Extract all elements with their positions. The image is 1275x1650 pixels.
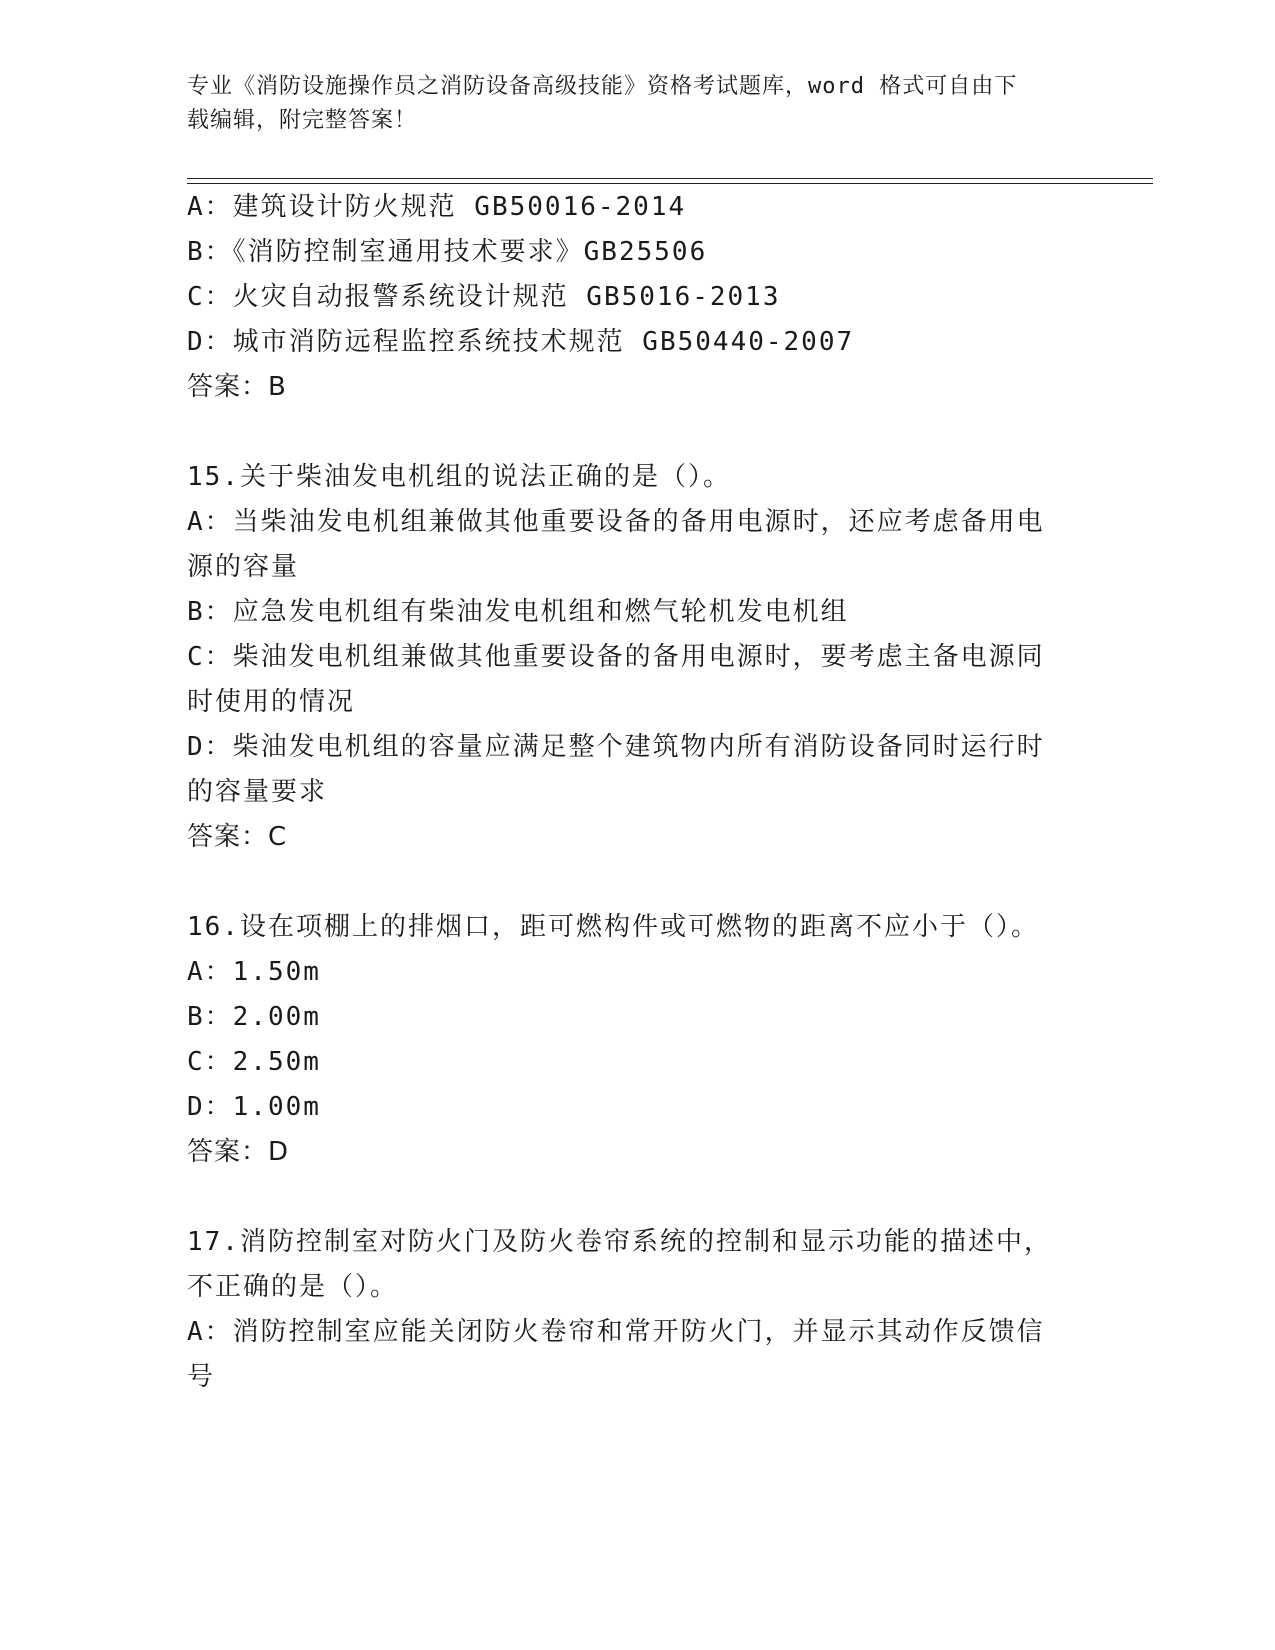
- q15-option-b: B：应急发电机组有柴油发电机组和燃气轮机发电机组: [187, 597, 849, 627]
- q15-answer: 答案：C: [187, 822, 288, 852]
- q17-option-a-line-1: A：消防控制室应能关闭防火卷帘和常开防火门，并显示其动作反馈信: [187, 1317, 1045, 1347]
- document-header: [187, 70, 1087, 138]
- q16-option-a: A：1.50m: [187, 957, 321, 987]
- header-divider-bottom: [187, 183, 1153, 184]
- q15-option-a-line-2: 源的容量: [187, 552, 300, 582]
- q14-option-b: B：《消防控制室通用技术要求》GB25506: [187, 237, 708, 267]
- q15-question: 15.关于柴油发电机组的说法正确的是（）。: [187, 462, 731, 492]
- q16-option-c: C：2.50m: [187, 1047, 321, 1077]
- q16-option-b: B：2.00m: [187, 1002, 321, 1032]
- q16-option-d: D：1.00m: [187, 1092, 321, 1122]
- q16-answer: 答案：D: [187, 1137, 290, 1167]
- q14-answer: 答案：B: [187, 372, 287, 402]
- q17-question-line-2: 不正确的是（）。: [187, 1272, 399, 1302]
- q16-question: 16.设在项棚上的排烟口，距可燃构件或可燃物的距离不应小于（）。: [187, 912, 1039, 942]
- q15-option-c-line-1: C：柴油发电机组兼做其他重要设备的备用电源时，要考虑主备电源同: [187, 642, 1045, 672]
- q14-option-c: C：火灾自动报警系统设计规范 GB5016-2013: [187, 282, 781, 312]
- q15-option-a-line-1: A：当柴油发电机组兼做其他重要设备的备用电源时，还应考虑备用电: [187, 507, 1045, 537]
- q17-option-a-line-2: 号: [187, 1362, 216, 1392]
- q15-option-c-line-2: 时使用的情况: [187, 687, 356, 717]
- header-line-2: 载编辑，附完整答案！: [187, 108, 418, 133]
- q17-question-line-1: 17.消防控制室对防火门及防火卷帘系统的控制和显示功能的描述中，: [187, 1227, 1052, 1257]
- q15-option-d-line-1: D：柴油发电机组的容量应满足整个建筑物内所有消防设备同时运行时: [187, 732, 1045, 762]
- q14-option-d: D：城市消防远程监控系统技术规范 GB50440-2007: [187, 327, 855, 357]
- header-divider-top: [187, 178, 1153, 179]
- q14-option-a: A：建筑设计防火规范 GB50016-2014: [187, 192, 687, 222]
- header-line-1: 专业《消防设施操作员之消防设备高级技能》资格考试题库，word 格式可自由下: [187, 74, 1018, 99]
- q15-option-d-line-2: 的容量要求: [187, 777, 328, 807]
